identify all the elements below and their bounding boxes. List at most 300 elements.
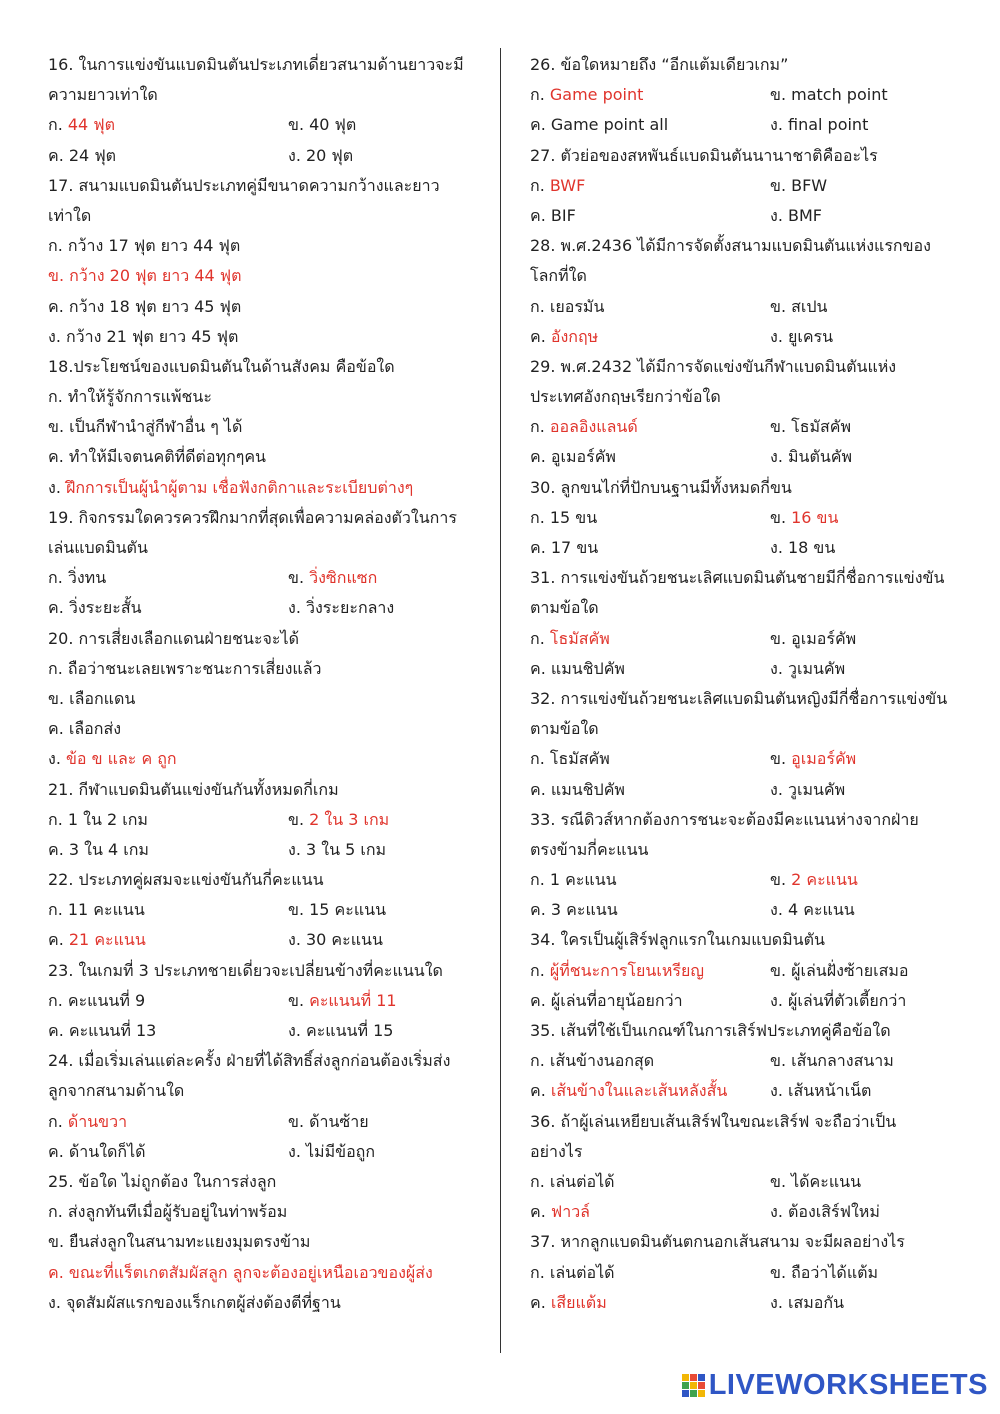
option-text: BFW: [791, 175, 828, 195]
answer-option: [48, 835, 149, 865]
logo-square: [682, 1382, 689, 1389]
option-text: วูเมนคัพ: [787, 658, 846, 678]
question-text: 28. พ.ศ.2436 ได้มีการจัดตั้งสนามแบดมินตันแห่งแรกของ: [530, 236, 931, 256]
option-row: [48, 382, 478, 412]
question-text: ตรงข้ามกี่คะแนน: [530, 839, 649, 859]
answer-option: [288, 805, 389, 835]
correct-answer-text: วิ่งซิกแซก: [309, 568, 378, 588]
option-row: [48, 744, 478, 774]
option-letter: ง.: [770, 538, 788, 557]
option-row: [530, 865, 960, 895]
answer-option: [770, 201, 822, 231]
question-text: เท่าใด: [48, 205, 92, 225]
question-text: 37. หากลูกแบดมินตันตกนอกเส้นสนาม จะมีผลอย่างไร: [530, 1232, 905, 1252]
answer-option: [530, 201, 576, 231]
question-text: 36. ถ้าผู้เล่นเหยียบเส้นเสิร์ฟในขณะเสิร์ฟ จะถือว่าเป็น: [530, 1111, 897, 1131]
answer-option: [770, 322, 833, 352]
option-text: Game point all: [550, 115, 669, 135]
answer-option: [288, 986, 397, 1016]
option-text: คะแนนที่ 13: [68, 1021, 157, 1040]
option-text: แมนชิปคัพ: [550, 779, 625, 799]
correct-answer-text: กว้าง 20 ฟุต ยาว 44 ฟุต: [69, 266, 242, 286]
brand-text: LIVEWORKSHEETS: [708, 1369, 988, 1401]
option-letter: ง.: [48, 326, 66, 346]
option-text: 15 คะแนน: [309, 900, 387, 920]
answer-option: [530, 533, 598, 563]
answer-option: [48, 1288, 341, 1318]
option-letter: ก.: [530, 85, 550, 105]
option-row: [530, 292, 960, 322]
question-text: 35. เส้นที่ใช้เป็นเกณฑ์ในการเสิร์ฟประเภทคู่คือข้อใด: [530, 1021, 891, 1040]
option-letter: ง.: [288, 145, 306, 165]
answer-option: [48, 654, 322, 684]
answer-option: [530, 110, 668, 140]
option-row: [530, 412, 960, 442]
option-letter: ข.: [48, 1232, 70, 1252]
option-letter: ง.: [770, 900, 788, 920]
option-row: [48, 1197, 478, 1227]
answer-option: [770, 624, 856, 654]
left-column: [48, 50, 478, 1318]
answer-option: [48, 442, 266, 472]
answer-option: [48, 292, 241, 322]
option-text: เสมอกัน: [787, 1292, 844, 1312]
answer-option: [530, 322, 598, 352]
option-row: [48, 292, 478, 322]
option-text: วิ่งระยะกลาง: [305, 598, 395, 618]
option-row: [530, 201, 960, 231]
option-letter: ข.: [770, 1262, 792, 1282]
correct-answer-text: ฝึกการเป็นผู้นำผู้ตาม เชื่อฟังกติกาและระเบียบต่างๆ: [65, 477, 414, 497]
answer-option: [770, 956, 909, 986]
option-letter: ค.: [48, 839, 69, 859]
answer-option: [48, 1227, 310, 1257]
option-text: 17 ขน: [550, 538, 599, 557]
answer-option: [530, 1167, 615, 1197]
question-text: 32. การแข่งขันถ้วยชนะเลิศแบดมินตันหญิงมีกี่ชื่อการแข่งขัน: [530, 688, 948, 708]
answer-option: [530, 503, 597, 533]
option-text: กว้าง 21 ฟุต ยาว 45 ฟุต: [65, 326, 239, 346]
option-text: โธมัสคัพ: [791, 417, 852, 437]
option-letter: ก.: [530, 1262, 550, 1282]
answer-option: [770, 654, 845, 684]
option-text: 18 ขน: [787, 538, 836, 557]
answer-option: [48, 1197, 287, 1227]
option-letter: ข.: [770, 1171, 792, 1191]
answer-option: [48, 563, 106, 593]
answer-option: [770, 1288, 844, 1318]
option-row: [530, 503, 960, 533]
option-row: [48, 835, 478, 865]
answer-option: [530, 1258, 615, 1288]
option-letter: ก.: [530, 296, 550, 316]
answer-option: [288, 895, 386, 925]
option-letter: ค.: [530, 779, 551, 799]
answer-option: [770, 110, 868, 140]
answer-option: [770, 865, 858, 895]
answer-option: [770, 171, 827, 201]
answer-option: [770, 744, 856, 774]
question-text: 33. รณีดิวส์หากต้องการชนะจะต้องมีคะแนนห่างจากฝ่าย: [530, 809, 919, 829]
option-row: [48, 141, 478, 171]
answer-option: [770, 292, 827, 322]
option-row: [48, 412, 478, 442]
logo-square: [690, 1374, 697, 1381]
option-letter: ค.: [48, 719, 69, 739]
question-text: 18.ประโยชน์ของแบดมินตันในด้านสังคม คือข้อใด: [48, 356, 395, 376]
option-letter: ง.: [288, 839, 306, 859]
answer-option: [48, 1137, 146, 1167]
option-row: [48, 442, 478, 472]
option-text: 30 คะแนน: [305, 930, 383, 950]
option-text: โธมัสคัพ: [549, 749, 610, 769]
option-row: [530, 895, 960, 925]
option-row: [530, 1197, 960, 1227]
answer-option: [770, 412, 851, 442]
option-text: ได้คะแนน: [791, 1171, 862, 1191]
option-row: [48, 473, 478, 503]
answer-option: [770, 775, 845, 805]
option-text: 4 คะแนน: [787, 900, 855, 920]
question-text: 31. การแข่งขันถ้วยชนะเลิศแบดมินตันชายมีกี่ชื่อการแข่งขัน: [530, 568, 945, 588]
question-text: 19. กิจกรรมใดควรควรฝึกมากที่สุดเพื่อความคล่องตัวในการ: [48, 507, 457, 527]
question-text: 30. ลูกขนไก่ที่ปักบนฐานมีทั้งหมดกี่ขน: [530, 477, 792, 497]
logo-square: [682, 1390, 689, 1397]
option-text: ผู้เล่นที่อายุน้อยกว่า: [550, 990, 683, 1010]
option-row: [48, 593, 478, 623]
option-text: ยืนส่งลูกในสนามทะแยงมุมตรงข้าม: [69, 1232, 311, 1252]
option-text: ต้องเสิร์ฟใหม่: [787, 1202, 880, 1222]
answer-option: [48, 1258, 433, 1288]
answer-option: [288, 1107, 369, 1137]
option-letter: ข.: [48, 417, 70, 437]
option-row: [48, 1288, 478, 1318]
option-letter: ค.: [530, 1292, 551, 1312]
option-text: 1 ใน 2 เกม: [67, 809, 148, 829]
option-letter: ข.: [48, 688, 70, 708]
option-text: 15 ขน: [549, 507, 598, 527]
option-text: เลือกแดน: [69, 688, 136, 708]
option-row: [530, 986, 960, 1016]
correct-answer-text: คะแนนที่ 11: [309, 990, 397, 1010]
answer-option: [770, 1046, 894, 1076]
option-text: BMF: [787, 205, 822, 225]
option-text: คะแนนที่ 15: [305, 1021, 394, 1040]
option-row: [48, 714, 478, 744]
option-row: [48, 805, 478, 835]
option-letter: ก.: [48, 1202, 68, 1222]
option-letter: ข.: [770, 628, 792, 648]
option-letter: ค.: [48, 930, 69, 950]
correct-answer-text: ข้อ ข และ ค ถูก: [65, 749, 177, 769]
option-text: เส้นหน้าเน็ต: [787, 1081, 872, 1101]
answer-option: [530, 654, 625, 684]
option-letter: ข.: [288, 568, 310, 588]
question-text: 23. ในเกมที่ 3 ประเภทชายเดี่ยวจะเปลี่ยนข้างที่คะแนนใด: [48, 960, 443, 980]
answer-option: [48, 925, 146, 955]
question-text: 29. พ.ศ.2432 ได้มีการจัดแข่งขันกีฬาแบดมินตันแห่ง: [530, 356, 897, 376]
option-letter: ค.: [530, 990, 551, 1010]
answer-option: [770, 1258, 878, 1288]
answer-option: [530, 171, 585, 201]
option-letter: ค.: [48, 598, 69, 618]
option-letter: ง.: [770, 205, 788, 225]
option-letter: ง.: [770, 447, 788, 467]
answer-option: [48, 744, 177, 774]
correct-answer-text: 2 ใน 3 เกม: [309, 809, 390, 829]
answer-option: [48, 473, 413, 503]
question-text: 21. กีฬาแบดมินตันแข่งขันกันทั้งหมดกี่เกม: [48, 779, 339, 799]
logo-square: [698, 1374, 705, 1381]
correct-answer-text: ด้านขวา: [67, 1111, 128, 1131]
correct-answer-text: อูเมอร์คัพ: [791, 749, 857, 769]
option-letter: ง.: [770, 1292, 788, 1312]
option-text: คะแนนที่ 9: [67, 990, 146, 1010]
option-text: เป็นกีฬานำสู่กีฬาอื่น ๆ ได้: [69, 417, 243, 437]
option-text: ส่งลูกทันทีเมื่อผู้รับอยู่ในท่าพร้อม: [67, 1202, 288, 1222]
option-text: กว้าง 18 ฟุต ยาว 45 ฟุต: [68, 296, 242, 316]
option-letter: ง.: [770, 779, 788, 799]
option-letter: ข.: [288, 1111, 310, 1131]
option-row: [48, 684, 478, 714]
option-row: [530, 956, 960, 986]
option-letter: ก.: [530, 1171, 550, 1191]
option-letter: ก.: [530, 175, 550, 195]
option-row: [48, 925, 478, 955]
correct-answer-text: 21 คะแนน: [68, 930, 146, 950]
option-letter: ก.: [48, 568, 68, 588]
option-letter: ข.: [288, 115, 310, 135]
answer-option: [770, 533, 835, 563]
option-row: [530, 744, 960, 774]
option-text: เยอรมัน: [549, 296, 605, 316]
option-text: ยูเครน: [787, 326, 834, 346]
option-text: 3 ใน 4 เกม: [68, 839, 149, 859]
option-text: 40 ฟุต: [309, 115, 357, 135]
option-text: เลือกส่ง: [68, 719, 122, 739]
answer-option: [770, 1167, 861, 1197]
option-row: [48, 895, 478, 925]
option-letter: ค.: [530, 115, 551, 135]
answer-option: [530, 744, 610, 774]
option-letter: ก.: [48, 900, 68, 920]
option-row: [530, 442, 960, 472]
option-letter: ข.: [770, 296, 792, 316]
option-text: เส้นกลางสนาม: [791, 1051, 894, 1071]
option-text: ถือว่าชนะเลยเพราะชนะการเสี่ยงแล้ว: [67, 658, 322, 678]
option-row: [530, 171, 960, 201]
answer-option: [288, 563, 377, 593]
option-letter: ง.: [48, 749, 66, 769]
option-letter: ข.: [770, 749, 792, 769]
option-row: [530, 654, 960, 684]
option-text: วูเมนคัพ: [787, 779, 846, 799]
column-divider: [500, 48, 501, 1353]
option-row: [530, 533, 960, 563]
option-letter: ค.: [530, 447, 551, 467]
option-row: [530, 322, 960, 352]
correct-answer-text: 16 ขน: [791, 507, 839, 527]
question-text: เล่นแบดมินตัน: [48, 538, 148, 557]
option-text: ผู้เล่นที่ตัวเตี้ยกว่า: [787, 990, 907, 1010]
answer-option: [530, 956, 704, 986]
option-letter: ง.: [288, 1021, 306, 1040]
option-text: ไม่มีข้อถูก: [305, 1141, 376, 1161]
option-text: จุดสัมผัสแรกของแร็กเกตผู้ส่งต้องตีที่ฐาน: [65, 1292, 341, 1312]
answer-option: [530, 80, 643, 110]
option-row: [48, 1258, 478, 1288]
answer-option: [48, 382, 212, 412]
answer-option: [48, 684, 135, 714]
logo-square: [698, 1382, 705, 1389]
option-row: [48, 110, 478, 140]
option-letter: ข.: [288, 809, 310, 829]
answer-option: [530, 292, 604, 322]
option-letter: ก.: [530, 749, 550, 769]
answer-option: [288, 110, 356, 140]
question-text: 16. ในการแข่งขันแบดมินตันประเภทเดี่ยวสนามด้านยาวจะมี: [48, 55, 464, 74]
question-text: 34. ใครเป็นผู้เสิร์ฟลูกแรกในเกมแบดมินตัน: [530, 930, 825, 950]
option-text: เล่นต่อได้: [549, 1262, 615, 1282]
correct-answer-text: 2 คะแนน: [791, 870, 858, 890]
answer-option: [530, 895, 618, 925]
option-text: ด้านใดก็ได้: [68, 1141, 146, 1161]
option-row: [530, 1046, 960, 1076]
option-letter: ก.: [530, 960, 550, 980]
answer-option: [530, 1197, 590, 1227]
option-letter: ข.: [770, 1051, 792, 1071]
option-letter: ง.: [288, 930, 306, 950]
option-letter: ข.: [770, 85, 792, 105]
option-letter: ค.: [530, 658, 551, 678]
option-text: วิ่งระยะสั้น: [68, 598, 142, 618]
option-text: สเปน: [791, 296, 828, 316]
option-letter: ง.: [48, 477, 66, 497]
option-letter: ก.: [48, 990, 68, 1010]
option-letter: ก.: [530, 1051, 550, 1071]
option-letter: ง.: [770, 658, 788, 678]
option-letter: ข.: [770, 175, 792, 195]
option-text: เล่นต่อได้: [549, 1171, 615, 1191]
option-text: ถือว่าได้แต้ม: [791, 1262, 879, 1282]
option-letter: ค.: [48, 1262, 69, 1282]
option-letter: ค.: [530, 1202, 551, 1222]
answer-option: [48, 805, 148, 835]
answer-option: [48, 231, 240, 261]
correct-answer-text: ขณะที่แร็ตเกตสัมผัสลูก ลูกจะต้องอยู่เหนือเอวของผู้ส่ง: [68, 1262, 433, 1282]
option-letter: ก.: [48, 1111, 68, 1131]
option-row: [530, 1076, 960, 1106]
option-row: [530, 110, 960, 140]
option-letter: ค.: [530, 326, 551, 346]
answer-option: [48, 141, 116, 171]
option-letter: ง.: [770, 990, 788, 1010]
option-text: 20 ฟุต: [305, 145, 354, 165]
option-letter: ง.: [770, 115, 788, 135]
correct-answer-text: เส้นข้างในและเส้นหลังสั้น: [550, 1081, 728, 1101]
option-letter: ก.: [530, 870, 550, 890]
question-text: ตามข้อใด: [530, 719, 599, 739]
option-letter: ก.: [530, 507, 550, 527]
answer-option: [770, 986, 906, 1016]
answer-option: [770, 503, 838, 533]
option-text: ด้านซ้าย: [309, 1111, 369, 1131]
option-letter: ง.: [288, 1141, 306, 1161]
answer-option: [288, 925, 383, 955]
option-text: match point: [791, 85, 888, 105]
answer-option: [530, 624, 610, 654]
option-row: [530, 775, 960, 805]
option-row: [48, 1227, 478, 1257]
option-letter: ก.: [48, 658, 68, 678]
option-letter: ก.: [530, 417, 550, 437]
option-text: final point: [787, 115, 869, 135]
option-letter: ข.: [770, 960, 792, 980]
correct-answer-text: BWF: [549, 175, 586, 195]
option-letter: ง.: [288, 598, 306, 618]
correct-answer-text: โธมัสคัพ: [549, 628, 610, 648]
liveworksheets-brand[interactable]: [682, 1369, 988, 1402]
answer-option: [530, 1046, 654, 1076]
answer-option: [48, 1016, 156, 1046]
answer-option: [288, 593, 394, 623]
option-text: 24 ฟุต: [68, 145, 117, 165]
option-letter: ง.: [48, 1292, 66, 1312]
option-text: มินตันคัพ: [787, 447, 853, 467]
answer-option: [530, 1288, 607, 1318]
option-letter: ง.: [770, 326, 788, 346]
option-text: อูเมอร์คัพ: [550, 447, 616, 467]
answer-option: [770, 1076, 871, 1106]
answer-option: [288, 141, 353, 171]
option-letter: ข.: [288, 900, 310, 920]
correct-answer-text: ฟาวล์: [550, 1202, 590, 1222]
option-text: ผู้เล่นฝั่งซ้ายเสมอ: [791, 960, 909, 980]
option-text: 1 คะแนน: [549, 870, 617, 890]
option-row: [530, 624, 960, 654]
question-text: 22. ประเภทคู่ผสมจะแข่งขันกันกี่คะแนน: [48, 870, 324, 890]
option-row: [530, 80, 960, 110]
option-row: [48, 1107, 478, 1137]
option-row: [530, 1288, 960, 1318]
answer-option: [288, 835, 386, 865]
answer-option: [48, 593, 142, 623]
option-letter: ข.: [770, 417, 792, 437]
question-text: 26. ข้อใดหมายถึง “อีกแต้มเดียวเกม”: [530, 55, 789, 74]
answer-option: [48, 1107, 127, 1137]
option-row: [48, 1016, 478, 1046]
logo-square: [682, 1374, 689, 1381]
option-text: 3 ใน 5 เกม: [305, 839, 387, 859]
correct-answer-text: Game point: [549, 85, 644, 105]
answer-option: [48, 322, 238, 352]
correct-answer-text: เสียแต้ม: [550, 1292, 607, 1312]
option-row: [48, 986, 478, 1016]
right-column: [530, 50, 960, 1318]
option-row: [48, 654, 478, 684]
question-text: 27. ตัวย่อของสหพันธ์แบดมินตันนานาชาติคืออะไร: [530, 145, 878, 165]
option-row: [48, 1137, 478, 1167]
option-text: ทำให้มีเจตนคติที่ดีต่อทุกๆคน: [68, 447, 266, 467]
answer-option: [48, 895, 145, 925]
question-text: 24. เมื่อเริ่มเล่นแต่ละครั้ง ฝ่ายที่ได้สิทธิ์ส่งลูกก่อนต้องเริ่มส่ง: [48, 1051, 451, 1071]
option-letter: ก.: [48, 387, 68, 407]
answer-option: [530, 1076, 727, 1106]
option-row: [48, 261, 478, 291]
answer-option: [48, 714, 121, 744]
logo-square: [690, 1390, 697, 1397]
option-text: BIF: [550, 205, 576, 225]
